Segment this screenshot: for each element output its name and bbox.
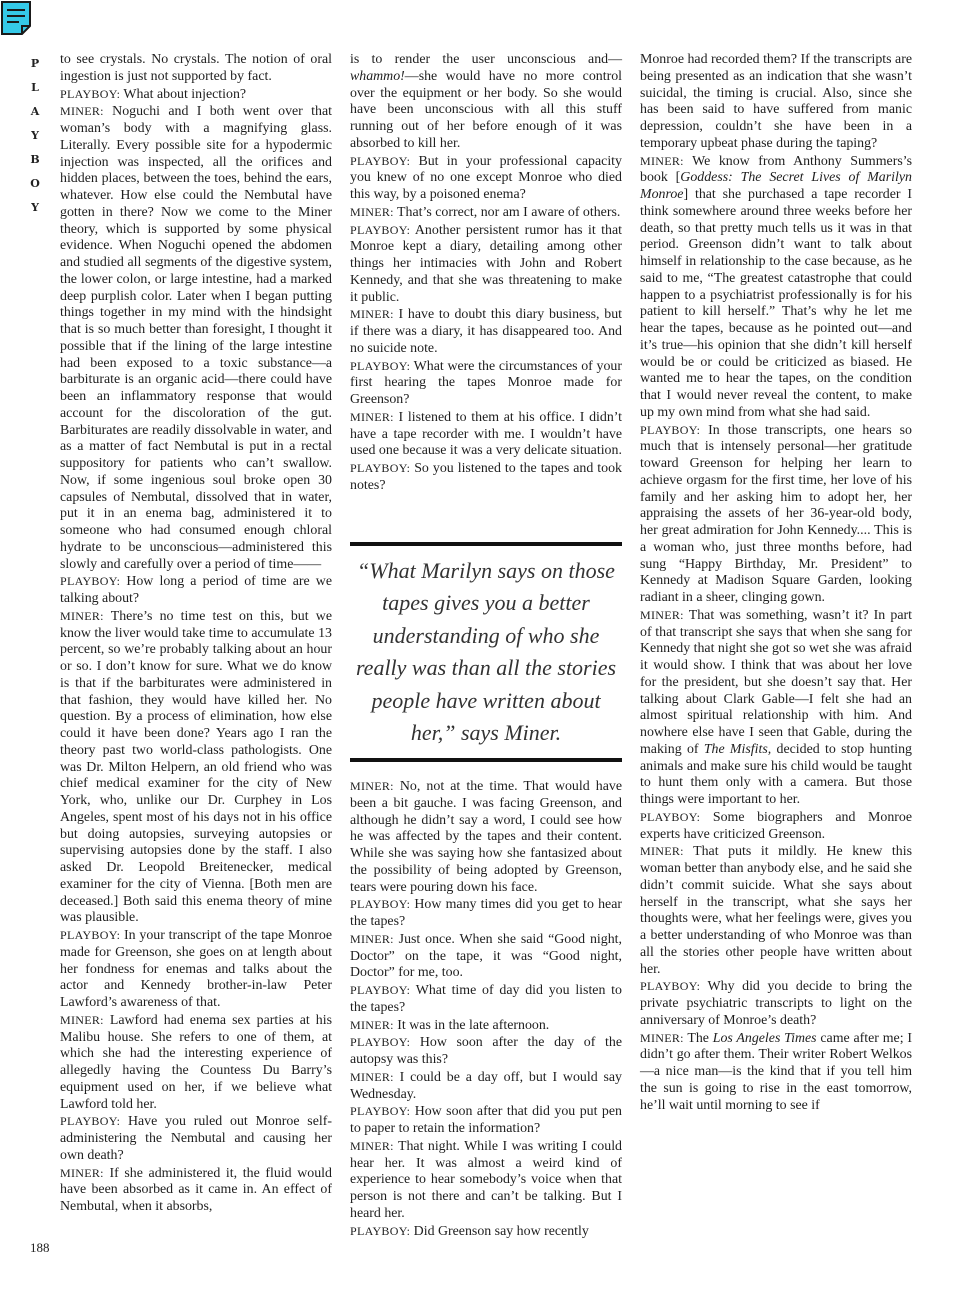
speaker-label: MINER: xyxy=(350,1138,394,1153)
paragraph xyxy=(640,52,912,153)
document-icon[interactable] xyxy=(0,0,34,36)
text-column-2-top xyxy=(350,52,622,495)
speaker-label: MINER: xyxy=(60,1165,104,1180)
speaker-label: MINER: xyxy=(60,608,104,623)
running-head xyxy=(28,52,42,220)
speaker-label: PLAYBOY: xyxy=(350,153,411,168)
paragraph-text: decided to stop hunting animals and make sure his child would be taught to hunt them only with a camera. But those things were important to her. xyxy=(640,741,912,807)
paragraph xyxy=(350,358,622,409)
speaker-label: MINER: xyxy=(640,153,684,168)
paragraph xyxy=(350,460,622,495)
paragraph xyxy=(60,103,332,573)
paragraph xyxy=(350,306,622,357)
paragraph-text: I could be a day off, but I would say Wednesday. xyxy=(350,1069,622,1102)
speaker-label: PLAYBOY: xyxy=(350,358,411,373)
paragraph-text: No, not at the time. That would have been a bit gauche. I was facing Greenson, and although he didn’t say a word, I could see how he was affected by the tapes and their content. While she was saying how she fantasized about the possibility of being adopted by Greenson, tears were pouring down his face. xyxy=(350,779,622,895)
speaker-label: MINER: xyxy=(350,931,394,946)
paragraph-text: So you listened to the tapes and took notes? xyxy=(350,461,622,493)
speaker-label: MINER: xyxy=(350,1017,394,1032)
paragraph xyxy=(640,607,912,809)
speaker-label: MINER: xyxy=(350,779,394,793)
paragraph-text: Have you ruled out Monroe self-administering the Nembutal and causing her own death? xyxy=(60,1114,332,1163)
paragraph-text: Did Greenson say how recently xyxy=(410,1223,589,1239)
italic-text: Goddess: The Secret Lives of Marilyn Monroe xyxy=(640,170,912,202)
paragraph xyxy=(350,1103,622,1138)
paragraph-text: How many times did you get to hear the tapes? xyxy=(350,897,622,929)
paragraph-text: That’s correct, nor am I aware of others. xyxy=(393,204,621,220)
paragraph xyxy=(60,573,332,608)
speaker-label: MINER: xyxy=(350,1069,394,1084)
running-head-letter: P xyxy=(30,57,40,70)
speaker-label: PLAYBOY: xyxy=(60,1114,121,1129)
paragraph-text: Monroe had recorded them? If the transcripts are being presented as an indication that she wasn’t suicidal, the timing is crucial. Also, since she has been said to have suffered from manic depression, couldn’t she have been in a temporary upbeat phase during the taping? xyxy=(640,52,912,151)
paragraph-text: What about injection? xyxy=(120,86,247,102)
paragraph-text: We know from Anthony Summers’s book [ xyxy=(640,153,912,186)
paragraph xyxy=(60,1165,332,1216)
italic-text: The Misfits, xyxy=(703,741,772,757)
paragraph-text: Why did you decide to bring the private psychiatric transcripts to light on the anniversary of Monroe’s death? xyxy=(640,979,912,1028)
paragraph xyxy=(350,896,622,931)
paragraph xyxy=(640,843,912,978)
text-column-2-bottom xyxy=(350,778,622,1240)
paragraph-text: What were the circumstances of your first hearing the tapes Monroe made for Greenson? xyxy=(350,358,622,407)
paragraph xyxy=(640,422,912,607)
paragraph-text: —she would have no more control over the equipment or her body. So she would have been unconscious with all this stuff running out of her before enough of it was absorbed to kill her. xyxy=(350,68,622,151)
paragraph xyxy=(60,86,332,104)
paragraph-text: is to render the user unconscious and— xyxy=(350,52,622,67)
running-head-letter: Y xyxy=(31,129,39,142)
speaker-label: PLAYBOY: xyxy=(60,86,121,101)
speaker-label: PLAYBOY: xyxy=(640,979,701,994)
paragraph xyxy=(350,982,622,1017)
paragraph-text: That night. While I was writing I could hear her. It was almost a weird kind of experience to hear somebody’s voice when that person is not there and can’t be talking. But I heard her. xyxy=(350,1138,622,1221)
speaker-label: MINER: xyxy=(350,409,394,424)
speaker-label: MINER: xyxy=(60,104,104,119)
paragraph-text: Lawford had enema sex parties at his Malibu house. She refers to one of them, at which she had the interesting experience of allegedly having the Countess Du Barry’s equipment used on her, if we believe what Lawford told her. xyxy=(60,1012,332,1112)
paragraph xyxy=(350,409,622,460)
paragraph-text: The xyxy=(683,1030,713,1046)
running-head-letter: O xyxy=(30,177,40,190)
paragraph xyxy=(640,809,912,844)
paragraph xyxy=(640,1030,912,1115)
paragraph-text: How long a period of time are we talking about? xyxy=(60,574,332,606)
paragraph xyxy=(350,1069,622,1104)
paragraph-text: Just once. When she said “Good night, Doctor” on the tape, it was “Good night, Doctor” for me, too. xyxy=(350,931,622,981)
paragraph xyxy=(350,153,622,204)
speaker-label: PLAYBOY: xyxy=(60,928,121,942)
speaker-label: PLAYBOY: xyxy=(640,422,701,437)
paragraph-text: It was in the late afternoon. xyxy=(393,1017,550,1033)
speaker-label: PLAYBOY: xyxy=(350,461,411,475)
paragraph-text: I listened to them at his office. I didn’t have a tape recorder with me. I wouldn’t have used one because it was a very delicate situation. xyxy=(350,409,622,459)
paragraph xyxy=(60,1113,332,1164)
paragraph-text: If she administered it, the fluid would have been absorbed as it came in. An effect of Nembutal, when it absorbs, xyxy=(60,1165,332,1214)
running-head-letter: L xyxy=(31,81,39,94)
paragraph xyxy=(350,222,622,307)
paragraph-text: But in your professional capacity you knew of no one except Monroe who died this way, by a poisoned enema? xyxy=(350,153,622,202)
speaker-label: MINER: xyxy=(640,607,684,622)
pull-quote-box xyxy=(350,542,622,762)
speaker-label: MINER: xyxy=(60,1012,104,1027)
paragraph xyxy=(60,1012,332,1114)
paragraph xyxy=(350,52,622,153)
speaker-label: MINER: xyxy=(640,844,684,859)
running-head-letter: Y xyxy=(31,201,39,214)
paragraph-text: Some biographers and Monroe experts have criticized Greenson. xyxy=(640,809,912,842)
italic-text: whammo! xyxy=(350,68,405,84)
speaker-label: MINER: xyxy=(640,1030,684,1045)
speaker-label: MINER: xyxy=(350,307,394,322)
paragraph xyxy=(350,1034,622,1069)
paragraph-text: What time of day did you listen to the tapes? xyxy=(350,983,622,1015)
paragraph xyxy=(350,1138,622,1223)
text-column-1 xyxy=(60,52,332,1216)
italic-text: Los Angeles Times xyxy=(712,1030,817,1046)
paragraph xyxy=(640,978,912,1029)
text-column-3 xyxy=(640,52,912,1114)
paragraph xyxy=(350,204,622,222)
running-head-letter: B xyxy=(30,153,40,166)
running-head-letter: A xyxy=(30,105,40,118)
paragraph-text: Another persistent rumor has it that Monroe kept a diary, detailing among other things her intimacies with John and Robert Kennedy, and that she was threatening to make it public. xyxy=(350,222,622,305)
paragraph-text: ] that she purchased a tape recorder I think somewhere around three weeks before her death, so that pretty much tells us it was in that period. Greenson didn’t want to talk about himself in relationship to the case because, as he said to me, “The greatest catastrophe that could happen to a psychiatrist professionally is for his patient to kill herself.” That’s why he let me hear the tapes, because as he pointed out—and it’s true—his opinion that she didn’t kill herself would be or could be criticized as biased. He wanted me to hear the tapes, on the condition that I would never reveal the content, to make up my own mind from what she had said. xyxy=(640,187,912,420)
speaker-label: MINER: xyxy=(350,204,394,219)
paragraph-text: How soon after the day of the autopsy was this? xyxy=(350,1035,622,1067)
paragraph-text: In your transcript of the tape Monroe made for Greenson, she goes on at length about her fondness for enemas and talks about the actor and Kennedy brother-in-law Peter Lawford’s awareness of that. xyxy=(60,928,332,1010)
paragraph xyxy=(350,1017,622,1035)
paragraph xyxy=(60,52,332,86)
page-number: 188 xyxy=(30,1240,50,1255)
paragraph xyxy=(350,778,622,896)
speaker-label: PLAYBOY: xyxy=(350,897,411,912)
speaker-label: PLAYBOY: xyxy=(350,1104,411,1119)
speaker-label: PLAYBOY: xyxy=(350,1223,411,1238)
speaker-label: PLAYBOY: xyxy=(640,809,701,824)
paragraph-text: That puts it mildly. He knew this woman better than anybody else, and he said she didn’t commit suicide. What she says about herself in the transcript, what she says her thoughts were, what her feelings were, gives you a better understanding of who Monroe was than all the stories other people have written about her. xyxy=(640,844,912,977)
paragraph xyxy=(640,153,912,422)
paragraph xyxy=(60,927,332,1012)
paragraph-text: There’s no time test on this, but we know the liver would take time to accumulate 13 percent, so we’re probably talking about an hour or so. I don’t know for sure. What we do know is that if the barbiturates were administered in that fashion, they would have killed her. No question. By a process of elimination, how else could it have been done? Years ago I ran the theory past two world-class pathologists. One was Dr. Milton Helpern, an old friend who was chief medical examiner for the city of New York, who, unlike our Dr. Curphey in Los Angeles, spent most of his days not in his office but doing autopsies, surveying autopsies or supervising autopsies done by the staff. I also asked Dr. Leopold Breitenecker, medical examiner for the city of Vienna. [Both men are deceased.] Both said this enema theory of mine was plausible. xyxy=(60,608,332,926)
speaker-label: PLAYBOY: xyxy=(350,222,411,237)
paragraph xyxy=(350,931,622,982)
paragraph-text: Noguchi and I both went over that woman’s body with a magnifying glass. Literally. Every possible site for a hypodermic injection was inspected, all the orifices and hidden places, between the toes, behind the ears, whatever. How else could the Nembutal have gotten in there? Now we come to the Miner theory, which is supported by some physical evidence. When Noguchi opened the abdomen and studied all segments of the digestive system, the lower colon, or large intestine, had a marked deep purplish color. Later when I began putting things together in my mind with the hindsight that is so much better than foresight, I thought it possible that if the lining of the large intestine had been exposed to a toxic substance—a barbiturate is an organic acid—there could have been an inflammatory response that would account for the discoloration of the gut. Barbiturates are readily dissolvable in water, and as a matter of fact Nembutal is put in a rectal suppository for patients who can’t swallow. Now, if some ingenious soul broke open 30 capsules of Nembutal, dissolved that in water, put it in an enema bag, administered it to someone who had consumed enough chloral hydrate to be unconscious—administered this slowly and carefully over a period of time—— xyxy=(60,104,332,572)
paragraph xyxy=(60,608,332,927)
speaker-label: PLAYBOY: xyxy=(350,983,411,997)
speaker-label: PLAYBOY: xyxy=(60,574,121,589)
pull-quote: “What Marilyn says on those tapes gives you a better understanding of who she really was than all the stories people have written about her,” says Miner. xyxy=(355,557,617,745)
speaker-label: PLAYBOY: xyxy=(350,1035,411,1050)
paragraph xyxy=(350,1223,622,1241)
paragraph-text: I have to doubt this diary business, but if there was a diary, it has disappeared too. And no suicide note. xyxy=(350,307,622,356)
paragraph-text: came after me; I didn’t go after them. Their writer Robert Welkos—a nice man—is the kind that if you tell him the sun is going to rise in the east tomorrow, he’ll wait until morning to see if xyxy=(640,1030,912,1113)
paragraph-text: How soon after that did you put pen to paper to retain the information? xyxy=(350,1104,622,1136)
paragraph-text: That was something, wasn’t it? In part of that transcript she says that when she sang for Kennedy that night she got so wet she was afraid it would show. I think that was about her love for the president, but she doesn’t say that. Her talking about Clark Gable—I felt she had an almost spiritual relationship with him. And nowhere else have I seen that Gable, during the making of xyxy=(640,607,912,757)
paragraph-text: In those transcripts, one hears so much that is intensely personal—her gratitude toward Greenson for helping her learn to achieve orgasm for the first time, her love of his family and her asking him to adopt her, her appraising the assets of her 36-year-old body, her great admiration for John Kennedy.... This is a woman who, just three months before, had sung “Happy Birthday, Mr. President” to Kennedy at Madison Square Garden, looking radiant in a sheer, clinging gown. xyxy=(640,422,912,605)
paragraph-text: to see crystals. No crystals. The notion of oral ingestion is just not supported by fact. xyxy=(60,52,332,84)
